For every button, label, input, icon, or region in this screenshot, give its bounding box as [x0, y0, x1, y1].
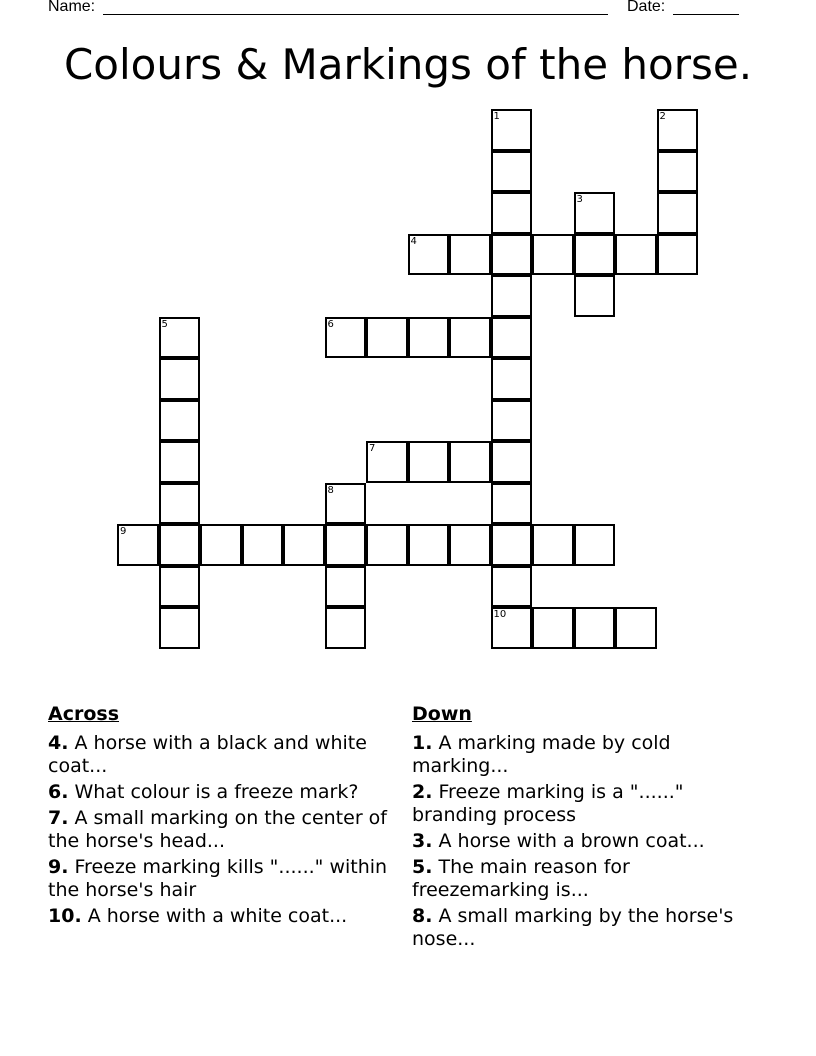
- clue-down-8: 8. A small marking by the horse's nose...: [412, 905, 734, 950]
- grid-cell[interactable]: [408, 524, 450, 566]
- down-heading: Down: [412, 703, 472, 725]
- grid-cell[interactable]: [574, 234, 616, 276]
- clue-across-9: 9. Freeze marking kills "......" within the horse's hair: [48, 856, 388, 901]
- grid-cell[interactable]: [325, 566, 367, 608]
- grid-cell[interactable]: [491, 400, 533, 442]
- grid-cell[interactable]: [117, 524, 159, 566]
- grid-cell[interactable]: [159, 483, 201, 525]
- name-label: Name:: [48, 0, 96, 15]
- clue-across-7: 7. A small marking on the center of the horse's head...: [48, 807, 387, 852]
- grid-cell[interactable]: [366, 441, 408, 483]
- clue-across-6: 6. What colour is a freeze mark?: [48, 781, 359, 803]
- grid-cell[interactable]: [491, 358, 533, 400]
- grid-cell[interactable]: [449, 317, 491, 359]
- grid-cell[interactable]: [491, 483, 533, 525]
- grid-cell[interactable]: [491, 234, 533, 276]
- across-clues: [48, 702, 388, 931]
- grid-cell[interactable]: [159, 566, 201, 608]
- grid-cell[interactable]: [491, 607, 533, 649]
- clue-number: 7: [369, 443, 376, 454]
- grid-cell[interactable]: [491, 192, 533, 234]
- grid-cell[interactable]: [325, 483, 367, 525]
- grid-cell[interactable]: [408, 234, 450, 276]
- grid-cell[interactable]: [408, 441, 450, 483]
- grid-cell[interactable]: [491, 524, 533, 566]
- clue-down-3: 3. A horse with a brown coat...: [412, 830, 705, 852]
- grid-cell[interactable]: [159, 607, 201, 649]
- grid-cell[interactable]: [159, 441, 201, 483]
- grid-cell[interactable]: [449, 524, 491, 566]
- clue-number: 8: [327, 484, 334, 496]
- grid-cell[interactable]: [615, 234, 657, 276]
- grid-cell[interactable]: [491, 566, 533, 608]
- clue-number: 6: [327, 318, 334, 330]
- clue-across-4: 4. A horse with a black and white coat...: [48, 732, 367, 777]
- grid-cell[interactable]: [657, 109, 699, 151]
- grid-cell[interactable]: [325, 317, 367, 359]
- grid-cell[interactable]: [159, 400, 201, 442]
- grid-cell[interactable]: [491, 151, 533, 193]
- grid-cell[interactable]: [491, 317, 533, 359]
- grid-cell[interactable]: [242, 524, 284, 566]
- grid-cell[interactable]: [408, 317, 450, 359]
- clue-down-2: 2. Freeze marking is a "......" branding process: [412, 781, 684, 826]
- page-title: Colours & Markings of the horse.: [63, 40, 753, 89]
- grid-cell[interactable]: [532, 607, 574, 649]
- down-clues: [412, 702, 772, 954]
- grid-cell[interactable]: [449, 441, 491, 483]
- clue-down-5: 5. The main reason for freezemarking is...: [412, 856, 630, 901]
- grid-cell[interactable]: [325, 607, 367, 649]
- grid-cell[interactable]: [491, 109, 533, 151]
- grid-cell[interactable]: [532, 524, 574, 566]
- grid-cell[interactable]: [325, 524, 367, 566]
- grid-cell[interactable]: [491, 441, 533, 483]
- grid-cell[interactable]: [200, 524, 242, 566]
- grid-cell[interactable]: [159, 524, 201, 566]
- clue-number: 5: [161, 318, 168, 330]
- grid-cell[interactable]: [615, 607, 657, 649]
- clue-number: 2: [659, 111, 666, 122]
- grid-cell[interactable]: [283, 524, 325, 566]
- clue-down-1: 1. A marking made by cold marking...: [412, 732, 671, 777]
- grid-cell[interactable]: [449, 234, 491, 276]
- grid-cell[interactable]: [657, 234, 699, 276]
- clue-number: 1: [493, 111, 500, 122]
- across-heading: Across: [48, 703, 120, 725]
- grid-cell[interactable]: [159, 358, 201, 400]
- grid-cell[interactable]: [366, 524, 408, 566]
- grid-cell[interactable]: [574, 275, 616, 317]
- clue-across-10: 10. A horse with a white coat...: [48, 905, 348, 927]
- date-label: Date:: [627, 0, 666, 15]
- grid-cell[interactable]: [574, 192, 616, 234]
- clue-number: 4: [410, 235, 417, 247]
- grid-cell[interactable]: [532, 234, 574, 276]
- clue-number: 3: [576, 194, 583, 205]
- clue-number: 9: [120, 526, 127, 537]
- grid-cell[interactable]: [657, 151, 699, 193]
- grid-cell[interactable]: [574, 524, 616, 566]
- clue-number: 10: [493, 609, 507, 620]
- grid-cell[interactable]: [574, 607, 616, 649]
- grid-cell[interactable]: [366, 317, 408, 359]
- grid-cell[interactable]: [491, 275, 533, 317]
- grid-cell[interactable]: [159, 317, 201, 359]
- grid-cell[interactable]: [657, 192, 699, 234]
